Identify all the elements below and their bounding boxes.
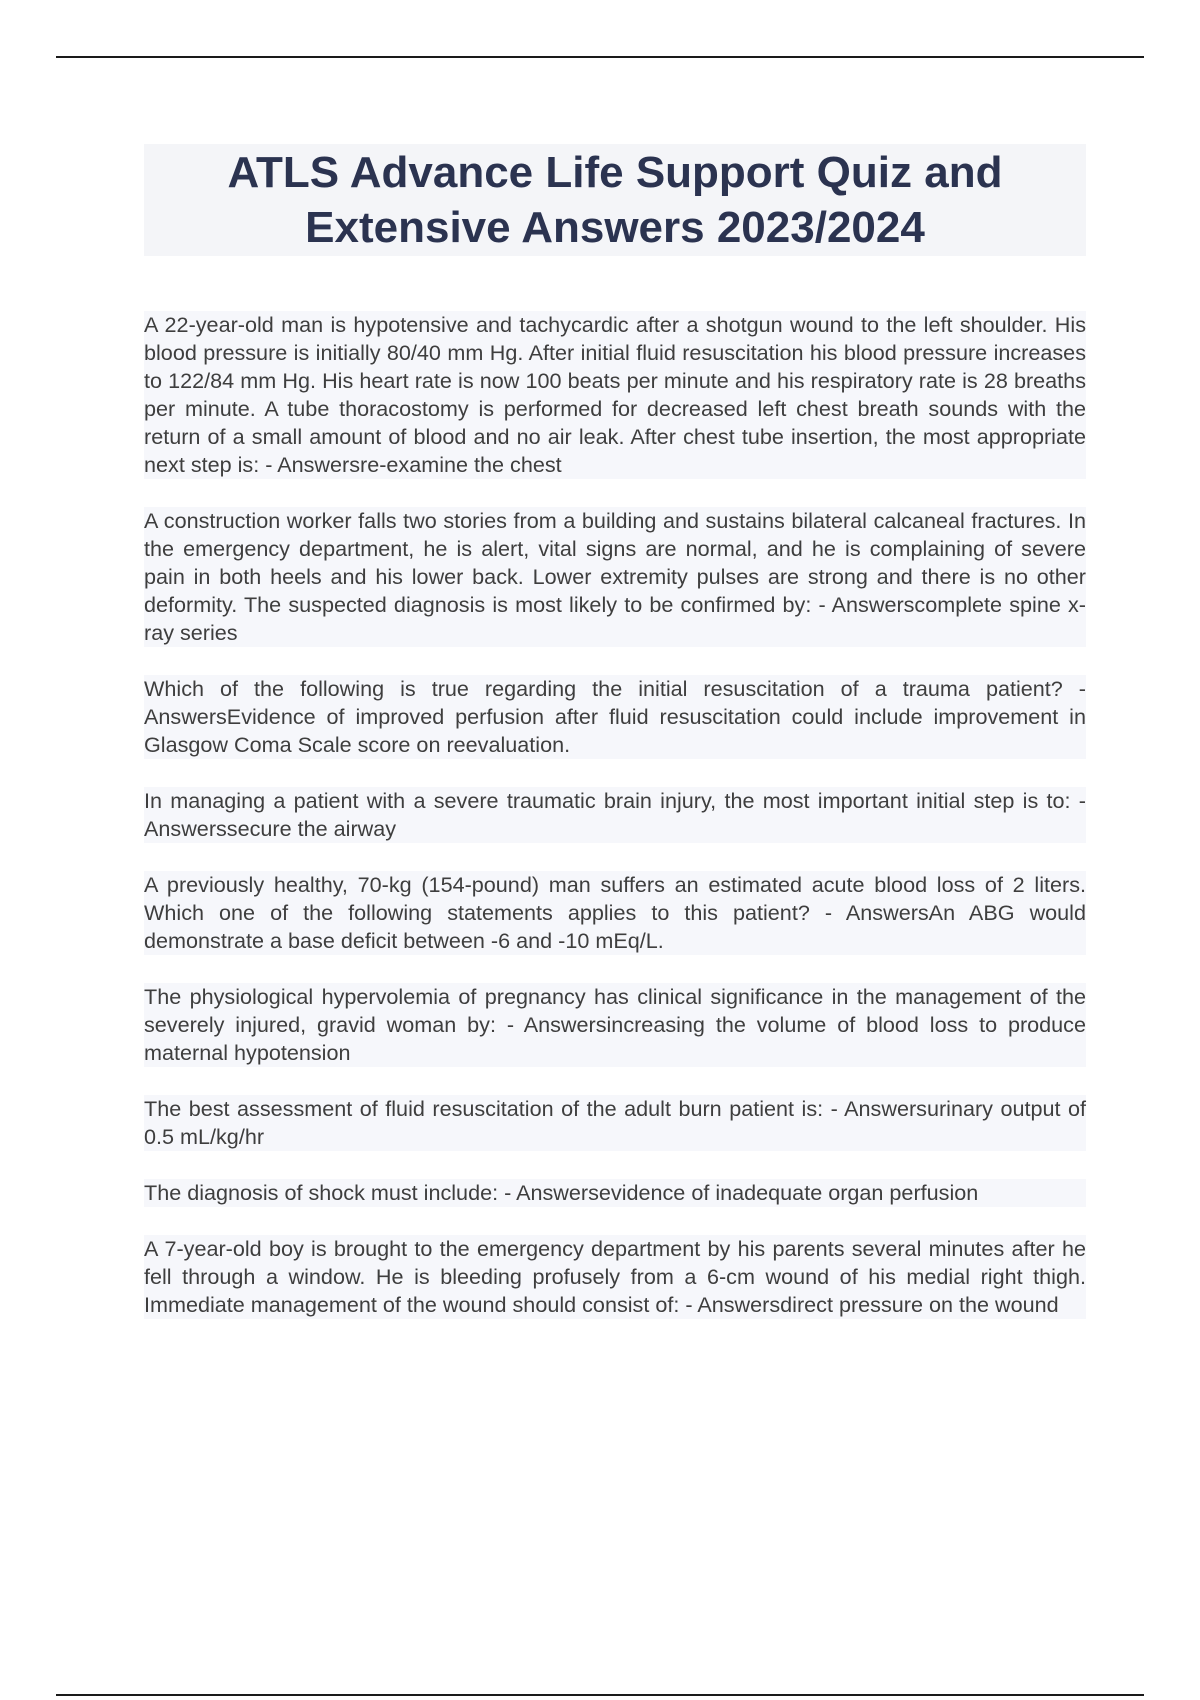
qa-list [144,311,1086,1347]
qa-entry: Which of the following is true regarding the initial resuscitation of a trauma patient? - AnswersEvidence of improved perfusion after fluid resuscitation could include improvement in Glasgow Coma Scale score on reevaluation. [144,676,1086,757]
qa-entry: A previously healthy, 70-kg (154-pound) man suffers an estimated acute blood loss of 2 liters. Which one of the following statements applies to this patient? - AnswersAn ABG would demonstrate a base deficit between -6 and -10 mEq/L. [144,872,1086,953]
qa-entry: A construction worker falls two stories from a building and sustains bilateral calcaneal fractures. In the emergency department, he is alert, vital signs are normal, and he is complaining of severe pain in both heels and his lower back. Lower extremity pulses are strong and there is no other deformity. The suspected diagnosis is most likely to be confirmed by: - Answerscomplete spine x-ray series [144,508,1086,645]
header-rule [56,56,1144,58]
qa-entry: In managing a patient with a severe traumatic brain injury, the most important initial step is to: - Answerssecure the airway [144,788,1086,841]
document-title: ATLS Advance Life Support Quiz and Extensive Answers 2023/2024 [227,148,1003,252]
title-banner [144,144,1086,256]
qa-entry: The physiological hypervolemia of pregnancy has clinical significance in the management of the severely injured, gravid woman by: - Answersincreasing the volume of blood loss to produce maternal hypotension [144,984,1086,1065]
footer-rule [56,1694,1144,1696]
qa-entry: The best assessment of fluid resuscitation of the adult burn patient is: - Answersurinary output of 0.5 mL/kg/hr [144,1096,1086,1149]
qa-entry: A 7-year-old boy is brought to the emergency department by his parents several minutes after he fell through a window. He is bleeding profusely from a 6-cm wound of his medial right thigh. Immediate management of the wound should consist of: - Answersdirect pressure on the wound [144,1236,1086,1317]
qa-entry: A 22-year-old man is hypotensive and tachycardic after a shotgun wound to the left shoulder. His blood pressure is initially 80/40 mm Hg. After initial fluid resuscitation his blood pressure increases to 122/84 mm Hg. His heart rate is now 100 beats per minute and his respiratory rate is 28 breaths per minute. A tube thoracostomy is performed for decreased left chest breath sounds with the return of a small amount of blood and no air leak. After chest tube insertion, the most appropriate next step is: - Answersre-examine the chest [144,312,1086,477]
qa-entry: The diagnosis of shock must include: - Answersevidence of inadequate organ perfusion [144,1179,1086,1207]
